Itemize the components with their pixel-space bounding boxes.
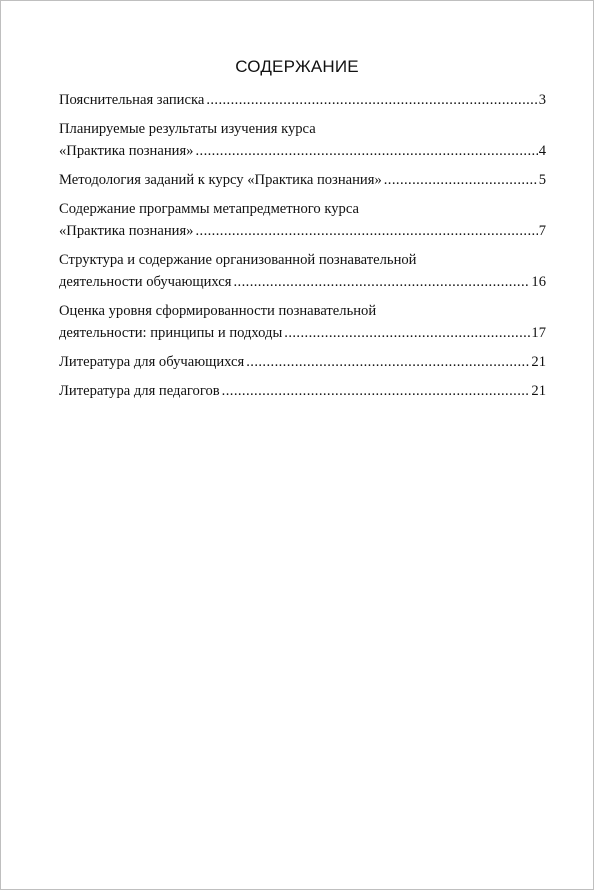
toc-entry-line [59,220,546,242]
toc-page-number: 17 [531,325,546,341]
toc-entry[interactable] [59,300,546,344]
page-title: СОДЕРЖАНИЕ [235,57,359,76]
toc-entry-title: Содержание программы метапредметного курса [59,201,359,217]
toc-page-number: 7 [538,223,546,239]
toc-entry-title-continued: деятельности обучающихся [59,274,232,290]
toc-page-number: 21 [531,354,546,370]
toc-entry[interactable] [59,169,546,191]
toc-entry-title: Оценка уровня сформированности познавательной [59,303,377,319]
toc-entry-title-continued: «Практика познания» [59,223,194,239]
toc-entry-title: Литература для обучающихся [59,354,245,370]
toc-entry-title: Структура и содержание организованной познавательной [59,252,417,268]
toc-entry-line [59,351,546,373]
dot-leader [284,322,530,344]
toc-page-number: 4 [538,143,546,159]
dot-leader [206,89,537,111]
toc-entry-line [59,380,546,402]
toc-entry-title-continued: деятельности: принципы и подходы [59,325,283,341]
table-of-contents [59,89,546,409]
dot-leader [195,140,537,162]
toc-entry[interactable] [59,249,546,293]
toc-entry-title: Литература для педагогов [59,383,220,399]
dot-leader [222,380,531,402]
dot-leader [234,271,531,293]
toc-entry-line [59,140,546,162]
toc-page-number: 21 [531,383,546,399]
toc-entry-line [59,169,546,191]
toc-entry-line [59,322,546,344]
toc-page-number: 3 [538,92,546,108]
toc-entry[interactable] [59,198,546,242]
dot-leader [195,220,537,242]
dot-leader [246,351,530,373]
toc-entry-title: Пояснительная записка [59,92,205,108]
toc-entry-title: Методология заданий к курсу «Практика познания» [59,172,382,188]
toc-page-number: 5 [538,172,546,188]
toc-entry[interactable] [59,380,546,402]
dot-leader [384,169,538,191]
toc-entry[interactable] [59,118,546,162]
toc-page-number: 16 [531,274,546,290]
toc-entry[interactable] [59,351,546,373]
toc-entry[interactable] [59,89,546,111]
toc-entry-line [59,89,546,111]
toc-entry-title: Планируемые результаты изучения курса [59,121,316,137]
toc-entry-line [59,271,546,293]
toc-entry-title-continued: «Практика познания» [59,143,194,159]
